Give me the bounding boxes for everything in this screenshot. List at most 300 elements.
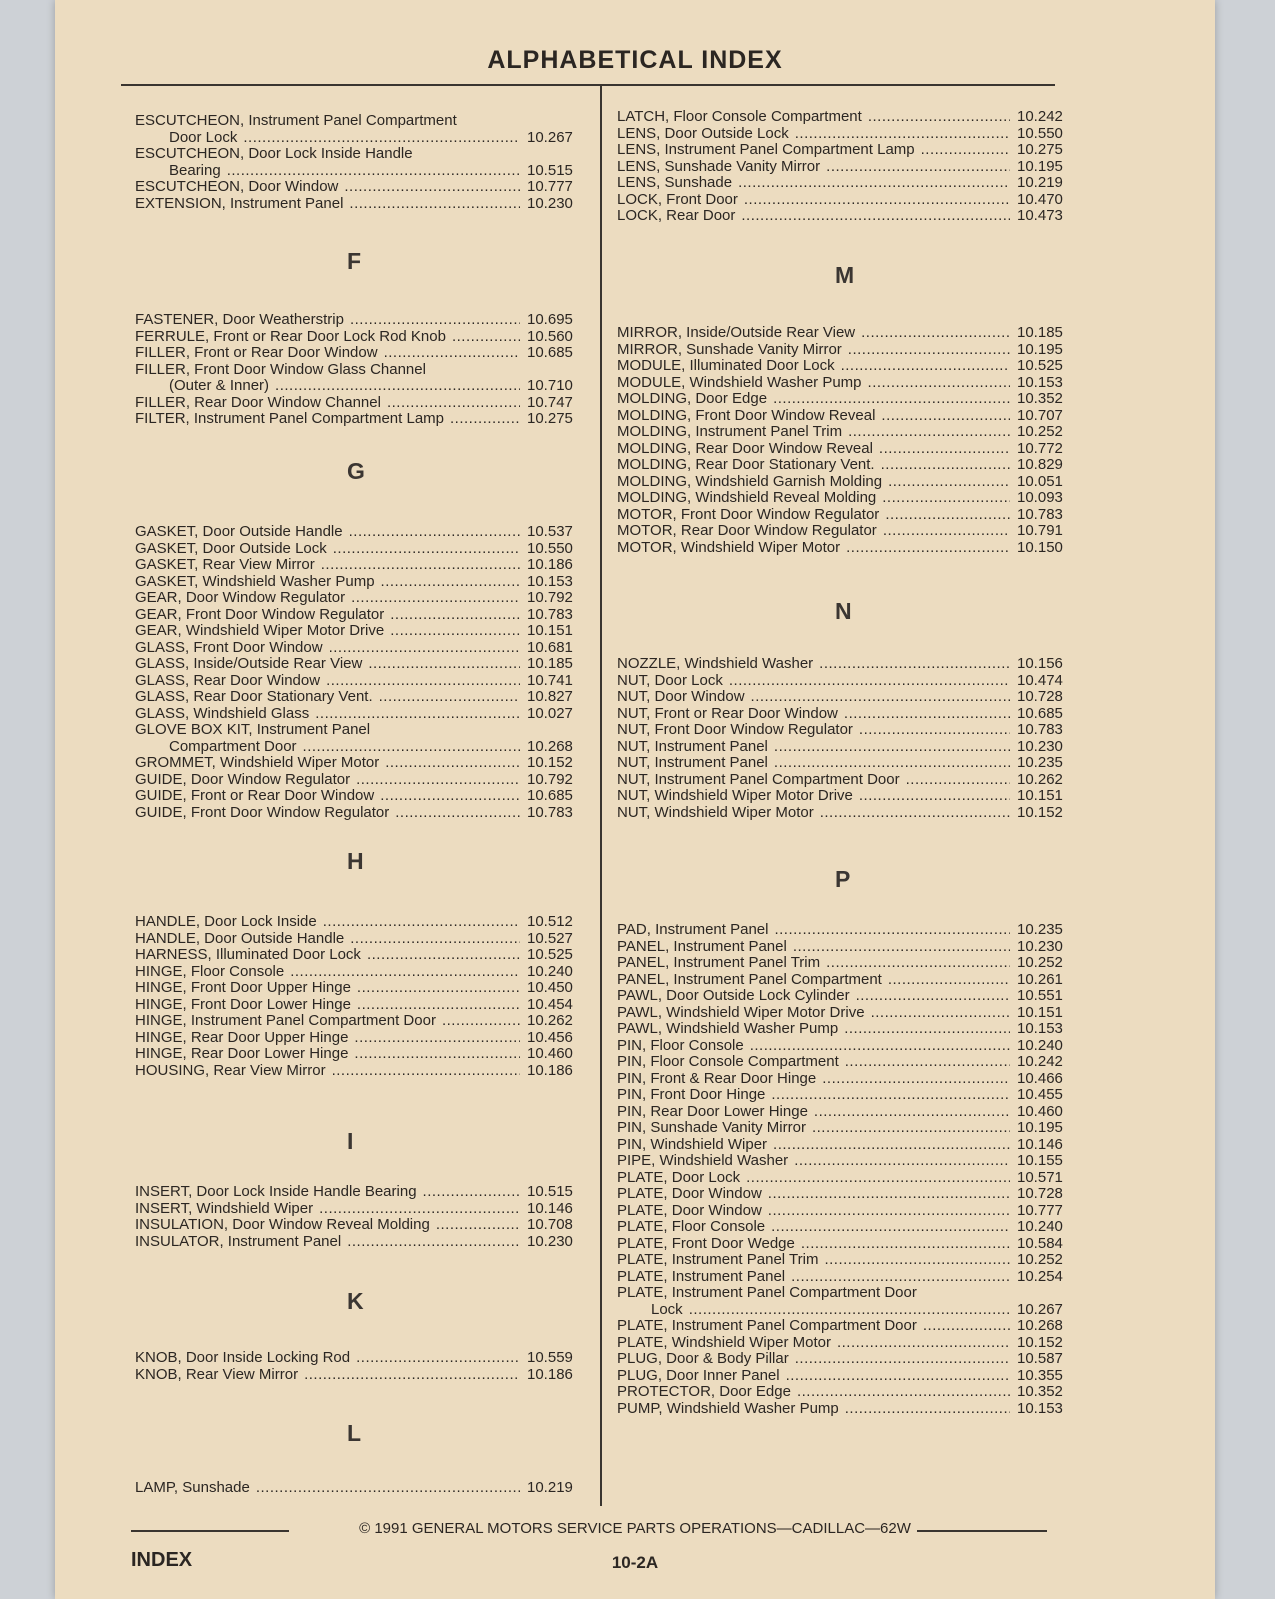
entry-text: INSULATOR, Instrument Panel: [135, 1232, 342, 1250]
section-letter-g: G: [347, 458, 365, 484]
index-entry: [135, 556, 585, 573]
dot-leader: [801, 1235, 1010, 1252]
dot-leader: [746, 1169, 1010, 1186]
entry-text: MOTOR, Rear Door Window Regulator: [617, 522, 877, 539]
entry-text: PLATE, Door Lock: [617, 1168, 741, 1186]
index-entry: [617, 1004, 1067, 1021]
index-entry: [135, 721, 585, 738]
index-entry: [617, 341, 1067, 358]
index-entry: [617, 456, 1067, 473]
index-entry: [617, 705, 1067, 722]
entry-text: FILLER, Front Door Window Glass Channel: [135, 360, 426, 378]
index-entry: [617, 407, 1067, 424]
entry-text: PANEL, Instrument Panel: [617, 937, 787, 955]
index-entry: [617, 1202, 1067, 1219]
entry-text: GASKET, Door Outside Handle: [135, 523, 343, 540]
entry-text: MODULE, Windshield Washer Pump: [617, 373, 862, 391]
page-reference: 10.783: [527, 803, 573, 821]
index-entry: [617, 1053, 1067, 1070]
dot-leader: [844, 705, 1010, 722]
page-reference: 10.093: [1017, 489, 1063, 506]
dot-leader: [351, 589, 520, 606]
entry-text: PIN, Floor Console Compartment: [617, 1053, 839, 1070]
entry-text: GLASS, Rear Door Window: [135, 671, 321, 689]
dot-leader: [367, 946, 520, 963]
index-entry: [135, 394, 585, 411]
page-reference: 10.155: [1017, 1152, 1063, 1169]
index-entry: [135, 1012, 585, 1029]
dot-leader: [356, 1349, 520, 1366]
dot-leader: [390, 606, 520, 623]
index-entry: [135, 1233, 585, 1250]
entry-text: GEAR, Door Window Regulator: [135, 589, 346, 606]
entry-text: MOLDING, Windshield Reveal Molding: [617, 489, 877, 506]
page-reference: 10.681: [527, 638, 573, 656]
dot-leader: [773, 390, 1010, 407]
entry-text: HINGE, Rear Door Lower Hinge: [135, 1045, 349, 1062]
entry-text: NUT, Instrument Panel Compartment Door: [617, 770, 900, 788]
index-entry: [617, 1119, 1067, 1136]
index-entry: [135, 655, 585, 672]
entry-text: MOLDING, Windshield Garnish Molding: [617, 472, 883, 490]
page-reference: 10.728: [1017, 1185, 1063, 1202]
entry-text: ESCUTCHEON, Door Lock Inside Handle: [135, 145, 413, 162]
dot-leader: [797, 1383, 1010, 1400]
index-entry: [135, 328, 585, 345]
index-entry: [617, 1086, 1067, 1103]
entry-text: GUIDE, Front or Rear Door Window: [135, 787, 375, 804]
dot-leader: [349, 523, 520, 540]
entry-text: PIPE, Windshield Washer: [617, 1152, 789, 1169]
entry-text: LENS, Sunshade Vanity Mirror: [617, 157, 821, 175]
page-reference: 10.560: [527, 327, 573, 345]
index-entry: [617, 125, 1067, 142]
index-entry: [135, 688, 585, 705]
page-reference: 10.708: [527, 1216, 573, 1233]
index-entry: [135, 754, 585, 771]
dot-leader: [888, 971, 1010, 988]
dot-leader: [841, 357, 1010, 374]
entry-text: HANDLE, Door Outside Handle: [135, 929, 345, 947]
entry-text: PUMP, Windshield Washer Pump: [617, 1399, 839, 1417]
dot-leader: [729, 672, 1010, 689]
page-reference: 10.275: [527, 410, 573, 427]
page-reference: 10.252: [1017, 954, 1063, 971]
index-entry: [617, 1152, 1067, 1169]
index-entry: [135, 804, 585, 821]
page-reference: 10.262: [1017, 770, 1063, 788]
dot-leader: [768, 1185, 1010, 1202]
dot-leader: [689, 1301, 1010, 1318]
dot-leader: [885, 506, 1010, 523]
entry-text: LOCK, Rear Door: [617, 207, 736, 224]
page-reference: 10.235: [1017, 921, 1063, 938]
page-reference: 10.230: [527, 1232, 573, 1250]
dot-leader: [319, 1200, 520, 1217]
page-reference: 10.230: [527, 194, 573, 212]
dot-leader: [923, 1317, 1010, 1334]
dot-leader: [774, 754, 1010, 771]
entry-text: INSERT, Door Lock Inside Handle Bearing: [135, 1183, 417, 1200]
entry-text: FERRULE, Front or Rear Door Lock Rod Knob: [135, 327, 446, 345]
page-reference: 10.352: [1017, 1383, 1063, 1400]
entry-text: GASKET, Rear View Mirror: [135, 556, 315, 573]
page-reference: 10.230: [1017, 737, 1063, 755]
index-entry: [617, 1169, 1067, 1186]
dot-leader: [773, 1136, 1010, 1153]
index-entry: [617, 1334, 1067, 1351]
entry-text: PAWL, Door Outside Lock Cylinder: [617, 987, 850, 1004]
dot-leader: [906, 771, 1010, 788]
dot-leader: [820, 804, 1010, 821]
dot-leader: [303, 738, 520, 755]
entry-text: Bearing: [169, 161, 221, 179]
page-reference: 10.027: [527, 704, 573, 722]
entry-text: NUT, Front or Rear Door Window: [617, 704, 838, 722]
index-entry: [135, 996, 585, 1013]
index-entry: [617, 971, 1067, 988]
index-entry: [617, 987, 1067, 1004]
entry-text: MOLDING, Instrument Panel Trim: [617, 423, 843, 440]
entry-text: MOLDING, Door Edge: [617, 390, 768, 407]
index-entry: [617, 804, 1067, 821]
entry-text: MOLDING, Front Door Window Reveal: [617, 406, 876, 424]
page-reference: 10.792: [527, 770, 573, 788]
dot-leader: [347, 1233, 520, 1250]
entry-text: LATCH, Floor Console Compartment: [617, 108, 862, 125]
index-entry: [617, 1301, 1067, 1318]
dot-leader: [846, 539, 1010, 556]
dot-leader: [814, 1103, 1010, 1120]
entry-text: PROTECTOR, Door Edge: [617, 1383, 791, 1400]
dot-leader: [387, 394, 520, 411]
page-reference: 10.460: [1017, 1102, 1063, 1120]
page-reference: 10.515: [527, 161, 573, 179]
dot-leader: [452, 328, 520, 345]
entry-text: NUT, Door Lock: [617, 671, 723, 689]
section-letter-k: K: [347, 1288, 364, 1314]
entry-text: ESCUTCHEON, Instrument Panel Compartment: [135, 112, 457, 129]
entry-text: PLATE, Door Window: [617, 1185, 762, 1202]
dot-leader: [744, 191, 1010, 208]
dot-leader: [768, 1202, 1010, 1219]
dot-leader: [859, 721, 1010, 738]
entry-text: PIN, Floor Console: [617, 1036, 744, 1054]
index-entry: [617, 324, 1067, 341]
page-reference: 10.156: [1017, 655, 1063, 672]
index-entry: [135, 361, 585, 378]
page-reference: 10.252: [1017, 423, 1063, 440]
entry-text: Door Lock: [169, 128, 238, 146]
entry-text: NUT, Windshield Wiper Motor: [617, 803, 814, 821]
index-entry: [617, 1185, 1067, 1202]
dot-leader: [881, 456, 1010, 473]
index-entry: [135, 1045, 585, 1062]
index-entry: [135, 787, 585, 804]
entry-text: PLATE, Front Door Wedge: [617, 1234, 795, 1252]
entry-text: KNOB, Door Inside Locking Rod: [135, 1349, 351, 1366]
page-reference: 10.153: [527, 572, 573, 590]
entry-text: PAWL, Windshield Wiper Motor Drive: [617, 1003, 865, 1021]
index-entry: [135, 606, 585, 623]
dot-leader: [824, 1251, 1010, 1268]
page-reference: 10.454: [527, 995, 573, 1013]
index-entry: [617, 539, 1067, 556]
entry-text: MODULE, Illuminated Door Lock: [617, 357, 835, 374]
index-entry: [135, 195, 585, 212]
page-reference: 10.355: [1017, 1366, 1063, 1384]
index-entry: [617, 1235, 1067, 1252]
dot-leader: [868, 374, 1010, 391]
dot-leader: [354, 1029, 520, 1046]
dot-leader: [323, 913, 520, 930]
entry-text: HINGE, Instrument Panel Compartment Door: [135, 1012, 436, 1029]
page-reference: 10.450: [527, 979, 573, 996]
dot-leader: [321, 556, 520, 573]
entry-text: PLUG, Door Inner Panel: [617, 1366, 780, 1384]
dot-leader: [344, 178, 520, 195]
index-entry: [617, 1350, 1067, 1367]
index-entry: [617, 1284, 1067, 1301]
page-reference: 10.186: [527, 556, 573, 573]
page-reference: 10.525: [527, 946, 573, 963]
dot-leader: [794, 1152, 1010, 1169]
entry-text: MOLDING, Rear Door Window Reveal: [617, 439, 873, 457]
dot-leader: [795, 1350, 1010, 1367]
entry-text: FILLER, Rear Door Window Channel: [135, 393, 381, 411]
index-entry: [135, 410, 585, 427]
dot-leader: [315, 705, 520, 722]
entry-text: FILLER, Front or Rear Door Window: [135, 344, 378, 361]
page-reference: 10.470: [1017, 190, 1063, 208]
page-reference: 10.550: [1017, 124, 1063, 142]
dot-leader: [861, 324, 1010, 341]
index-entry: [617, 721, 1067, 738]
page-reference: 10.456: [527, 1028, 573, 1046]
page-reference: 10.275: [1017, 141, 1063, 158]
entry-text: HINGE, Rear Door Upper Hinge: [135, 1028, 349, 1046]
page-reference: 10.146: [1017, 1135, 1063, 1153]
index-entry: [617, 787, 1067, 804]
index-entry: [135, 344, 585, 361]
dot-leader: [275, 377, 520, 394]
entry-text: HINGE, Front Door Upper Hinge: [135, 979, 351, 996]
entry-text: FASTENER, Door Weatherstrip: [135, 311, 344, 328]
page-reference: 10.153: [1017, 1020, 1063, 1037]
dot-leader: [845, 1053, 1010, 1070]
dot-leader: [243, 129, 520, 146]
dot-leader: [883, 522, 1010, 539]
index-entry: [135, 1479, 585, 1496]
page-reference: 10.185: [1017, 324, 1063, 341]
index-entry: [135, 112, 585, 129]
entry-text: PLATE, Instrument Panel Compartment Door: [617, 1284, 917, 1301]
entry-text: (Outer & Inner): [169, 377, 270, 394]
page-reference: 10.235: [1017, 754, 1063, 771]
page-reference: 10.792: [527, 589, 573, 606]
entry-text: PIN, Front & Rear Door Hinge: [617, 1069, 817, 1087]
index-entry: [617, 1268, 1067, 1285]
index-entry: [135, 523, 585, 540]
entry-text: NUT, Instrument Panel: [617, 737, 768, 755]
page-reference: 10.268: [1017, 1317, 1063, 1334]
dot-leader: [333, 540, 520, 557]
page-reference: 10.527: [527, 929, 573, 947]
dot-leader: [848, 341, 1010, 358]
dot-leader: [774, 738, 1010, 755]
page-reference: 10.186: [527, 1365, 573, 1383]
dot-leader: [326, 672, 520, 689]
dot-leader: [354, 1045, 520, 1062]
page-reference: 10.707: [1017, 406, 1063, 424]
index-entry: [135, 1062, 585, 1079]
footer-copyright: © 1991 GENERAL MOTORS SERVICE PARTS OPERATIONS—CADILLAC—62W: [55, 1520, 1215, 1537]
entry-text: NUT, Door Window: [617, 688, 745, 705]
dot-leader: [868, 108, 1010, 125]
index-entry: [617, 1103, 1067, 1120]
page-reference: 10.710: [527, 377, 573, 394]
page-reference: 10.150: [1017, 538, 1063, 556]
index-entry: [617, 672, 1067, 689]
index-entry: [617, 1317, 1067, 1334]
index-entry: [135, 1366, 585, 1383]
page-reference: 10.267: [527, 128, 573, 146]
entry-text: PLATE, Instrument Panel: [617, 1267, 786, 1285]
page-reference: 10.268: [527, 737, 573, 755]
dot-leader: [741, 207, 1010, 224]
entry-text: GLASS, Front Door Window: [135, 638, 323, 656]
dot-leader: [882, 489, 1010, 506]
index-entry: [617, 374, 1067, 391]
dot-leader: [771, 1086, 1010, 1103]
section-letter-h: H: [347, 848, 364, 874]
index-entry: [617, 423, 1067, 440]
page-reference: 10.254: [1017, 1267, 1063, 1285]
page-reference: 10.195: [1017, 340, 1063, 358]
dot-leader: [436, 1216, 520, 1233]
dot-leader: [826, 158, 1010, 175]
page-number: 10-2A: [611, 1553, 659, 1572]
page-reference: 10.152: [527, 754, 573, 771]
page-reference: 10.537: [527, 523, 573, 540]
index-entry: [617, 357, 1067, 374]
entry-text: MIRROR, Sunshade Vanity Mirror: [617, 340, 842, 358]
index-entry: [135, 705, 585, 722]
entry-text: PIN, Rear Door Lower Hinge: [617, 1102, 808, 1120]
page-reference: 10.571: [1017, 1168, 1063, 1186]
dot-leader: [845, 1400, 1010, 1417]
dot-leader: [357, 996, 520, 1013]
index-entry: [617, 1136, 1067, 1153]
index-entry: [135, 1216, 585, 1233]
entry-text: MOTOR, Windshield Wiper Motor: [617, 538, 841, 556]
dot-leader: [356, 771, 520, 788]
dot-leader: [381, 573, 520, 590]
dot-leader: [771, 1218, 1010, 1235]
column-divider: [600, 86, 602, 1506]
entry-text: PAD, Instrument Panel: [617, 921, 769, 938]
page-reference: 10.051: [1017, 472, 1063, 490]
index-entry: [617, 108, 1067, 125]
page-reference: 10.267: [1017, 1300, 1063, 1318]
index-entry: [617, 440, 1067, 457]
entry-text: LENS, Door Outside Lock: [617, 124, 789, 142]
page-reference: 10.185: [527, 655, 573, 672]
dot-leader: [793, 938, 1010, 955]
page-reference: 10.515: [527, 1183, 573, 1200]
index-entry: [135, 738, 585, 755]
page-reference: 10.151: [1017, 787, 1063, 804]
section-letter-i: I: [347, 1128, 354, 1154]
entry-text: GROMMET, Windshield Wiper Motor: [135, 754, 380, 771]
dot-leader: [384, 344, 520, 361]
page-reference: 10.152: [1017, 1333, 1063, 1351]
index-entry: [617, 688, 1067, 705]
entry-text: GEAR, Windshield Wiper Motor Drive: [135, 622, 385, 639]
index-entry: [617, 738, 1067, 755]
index-entry: [135, 946, 585, 963]
index-entry: [617, 954, 1067, 971]
dot-leader: [751, 688, 1010, 705]
index-entry: [617, 1383, 1067, 1400]
page-reference: 10.783: [527, 605, 573, 623]
entry-text: Compartment Door: [169, 737, 297, 755]
page-reference: 10.242: [1017, 108, 1063, 125]
index-entry: [617, 207, 1067, 224]
section-letter-m: M: [835, 262, 855, 288]
dot-leader: [881, 407, 1010, 424]
dot-leader: [826, 954, 1010, 971]
page-reference: 10.195: [1017, 157, 1063, 175]
index-entry: [135, 1349, 585, 1366]
dot-leader: [290, 963, 520, 980]
entry-text: LENS, Instrument Panel Compartment Lamp: [617, 141, 915, 158]
page-reference: 10.559: [527, 1349, 573, 1366]
page-reference: 10.455: [1017, 1086, 1063, 1103]
page-reference: 10.219: [527, 1479, 573, 1496]
entry-text: HANDLE, Door Lock Inside: [135, 913, 317, 930]
page-reference: 10.240: [527, 962, 573, 980]
index-entry: [617, 754, 1067, 771]
page-reference: 10.525: [1017, 357, 1063, 374]
index-entry: [617, 771, 1067, 788]
page-reference: 10.252: [1017, 1251, 1063, 1268]
entry-text: GUIDE, Front Door Window Regulator: [135, 803, 390, 821]
section-letter-f: F: [347, 248, 362, 274]
entry-text: GASKET, Door Outside Lock: [135, 539, 327, 557]
page-title: ALPHABETICAL INDEX: [487, 46, 783, 74]
index-entry: [135, 377, 585, 394]
index-entry: [617, 141, 1067, 158]
dot-leader: [390, 622, 520, 639]
page-reference: 10.352: [1017, 390, 1063, 407]
page-reference: 10.685: [527, 787, 573, 804]
index-entry: [617, 158, 1067, 175]
page-reference: 10.230: [1017, 937, 1063, 955]
entry-text: GLASS, Windshield Glass: [135, 704, 310, 722]
page-reference: 10.219: [1017, 174, 1063, 191]
index-entry: [135, 979, 585, 996]
entry-text: NUT, Front Door Window Regulator: [617, 721, 853, 738]
page-reference: 10.242: [1017, 1053, 1063, 1070]
index-entry: [617, 1070, 1067, 1087]
section-label: INDEX: [131, 1549, 193, 1571]
dot-leader: [380, 787, 520, 804]
entry-text: PANEL, Instrument Panel Trim: [617, 954, 821, 971]
page-reference: 10.151: [527, 622, 573, 639]
index-entry: [617, 174, 1067, 191]
page-reference: 10.153: [1017, 1399, 1063, 1417]
